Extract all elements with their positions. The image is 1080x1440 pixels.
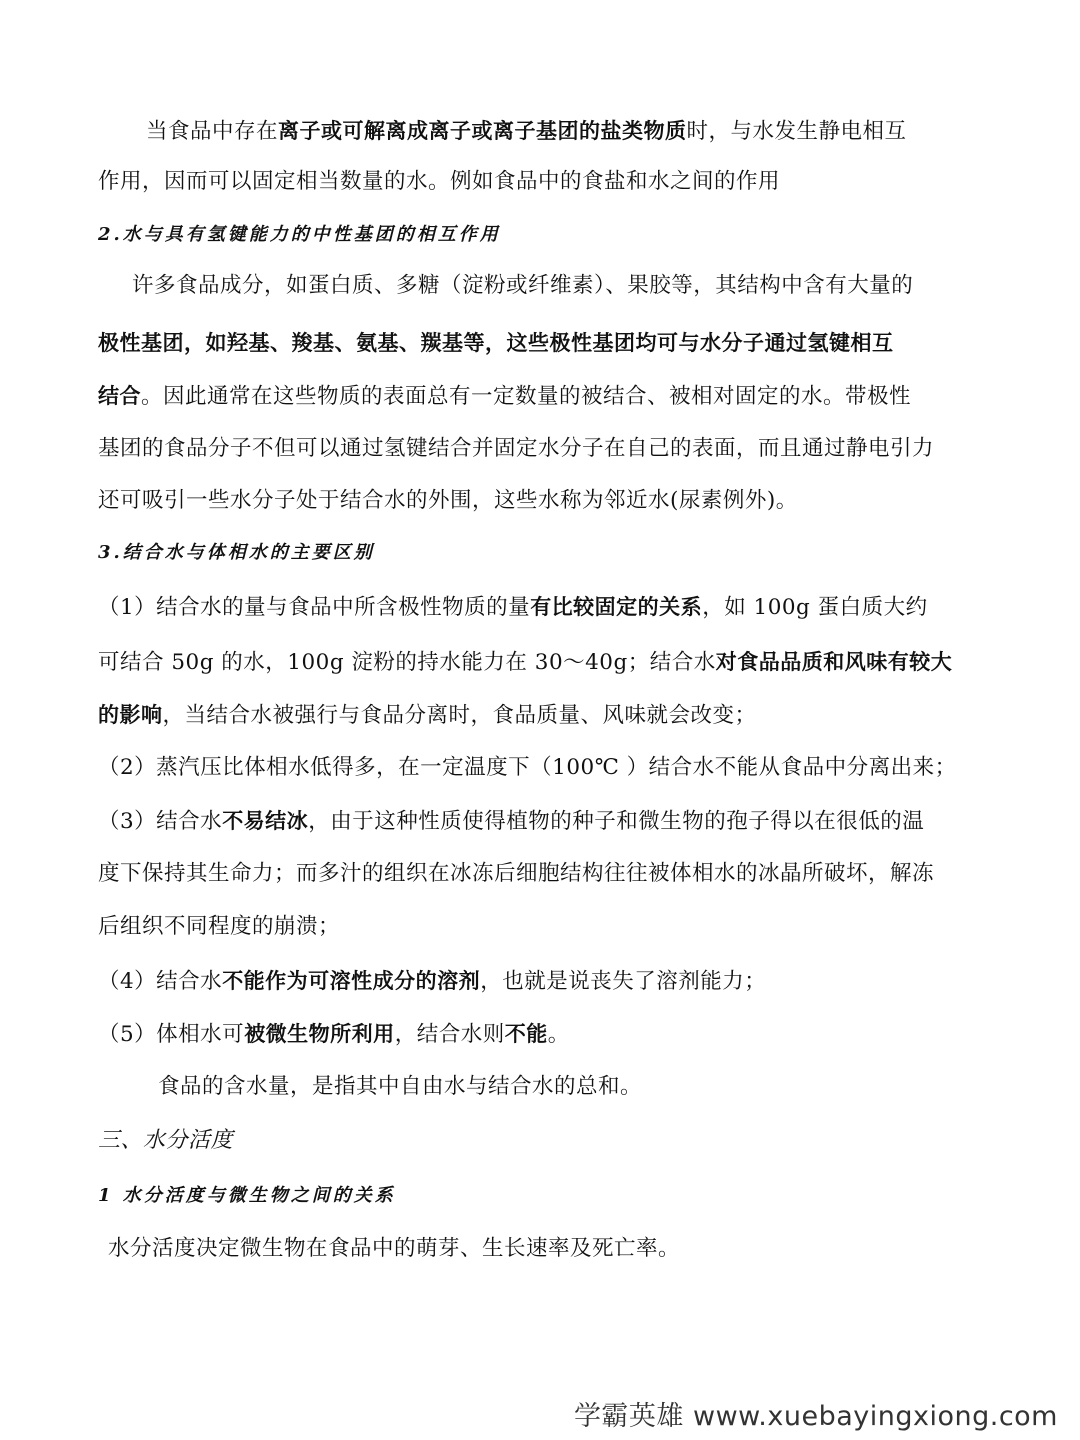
item-5: （5）体相水可被微生物所利用，结合水则不能。 (98, 1022, 570, 1047)
paragraph-ionic-line-2: 作用，因而可以固定相当数量的水。例如食品中的食盐和水之间的作用 (98, 169, 781, 194)
heading-hydrogen-bond: 2.水与具有氢键能力的中性基团的相互作用 (98, 224, 501, 245)
heading-bound-vs-bulk: 3.结合水与体相水的主要区别 (98, 542, 375, 563)
paragraph-water-activity: 水分活度决定微生物在食品中的萌芽、生长速率及死亡率。 (108, 1236, 681, 1261)
item-1-line-1: （1）结合水的量与食品中所含极性物质的量有比较固定的关系，如 100g 蛋白质大约 (98, 595, 928, 620)
paragraph-polar-line-4: 基团的食品分子不但可以通过氢键结合并固定水分子在自己的表面，而且通过静电引力 (98, 436, 935, 461)
paragraph-ionic-line-1: 当食品中存在离子或可解离成离子或离子基团的盐类物质时，与水发生静电相互 (146, 119, 907, 144)
paragraph-polar-line-2: 极性基团，如羟基、羧基、氨基、羰基等，这些极性基团均可与水分子通过氢键相互 (98, 331, 894, 355)
item-2: （2）蒸汽压比体相水低得多，在一定温度下（100℃ ）结合水不能从食品中分离出来； (98, 755, 957, 780)
paragraph-polar-line-1: 许多食品成分，如蛋白质、多糖（淀粉或纤维素）、果胶等，其结构中含有大量的 (132, 273, 914, 298)
item-3-line-2: 度下保持其生命力；而多汁的组织在冰冻后细胞结构往往被体相水的冰晶所破坏，解冻 (98, 861, 935, 886)
paragraph-polar-line-5: 还可吸引一些水分子处于结合水的外围，这些水称为邻近水(尿素例外)。 (98, 488, 798, 513)
item-3-line-1: （3）结合水不易结冰，由于这种性质使得植物的种子和微生物的孢子得以在很低的温 (98, 809, 925, 834)
item-1-line-3: 的影响，当结合水被强行与食品分离时，食品质量、风味就会改变； (98, 703, 757, 728)
bold-phrase: 离子或可解离成离子或离子基团的盐类物质 (278, 119, 687, 143)
summary-line: 食品的含水量，是指其中自由水与结合水的总和。 (158, 1074, 643, 1099)
subheading-water-activity-microbes: 1 水分活度与微生物之间的关系 (98, 1185, 396, 1206)
item-3-line-3: 后组织不同程度的崩溃； (98, 914, 341, 939)
item-4: （4）结合水不能作为可溶性成分的溶剂，也就是说丧失了溶剂能力； (98, 969, 767, 994)
item-1-line-2: 可结合 50g 的水，100g 淀粉的持水能力在 30～40g；结合水对食品品质和风味有较大 (98, 650, 953, 675)
section-heading-water-activity: 三、水分活度 (98, 1128, 234, 1153)
watermark: 学霸英雄 www.xuebayingxiong.com (573, 1401, 1058, 1432)
paragraph-polar-line-3: 结合。因此通常在这些物质的表面总有一定数量的被结合、被相对固定的水。带极性 (98, 384, 912, 409)
